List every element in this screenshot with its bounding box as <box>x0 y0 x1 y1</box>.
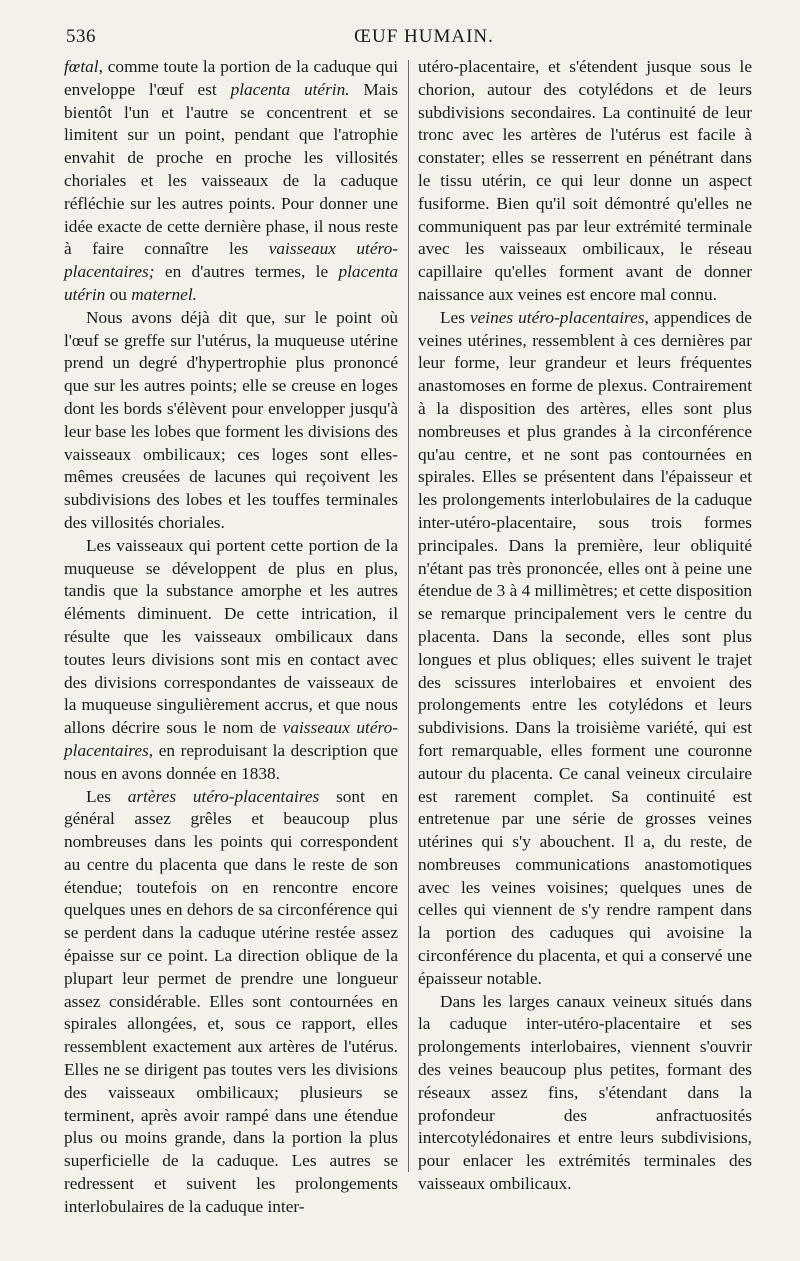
left-text-column <box>64 56 398 1219</box>
running-header <box>66 26 782 54</box>
paragraph <box>64 307 398 535</box>
italic-term: veines utéro-placentaires <box>469 307 645 327</box>
text-run: Les <box>440 307 470 327</box>
text-run: ou <box>105 284 132 304</box>
text-run: sont en général assez grêles et beaucoup plus nombreuses dans les points qui correspondent au centre du placenta que dans le reste de son étendue; toutefois on en rencontre encore quelques unes en dehors de sa circonférence qui se perdent dans la caduque utérine restée assez épaisse sur ce point. La direction oblique de la plupart leur permet de prendre une longueur assez considérable. Elles sont contournées en spirales allongées, et, sous ce rapport, elles ressemblent exactement aux artères de l'utérus. Elles ne se dirigent pas toutes vers les divisions des vaisseaux ombilicaux; plusieurs se terminent, après avoir rampé dans une étendue plus ou moins grande, dans la portion la plus superficielle de la caduque. Les autres se redressent et suivent les prolongements interlobulaires de la caduque inter- <box>64 786 398 1216</box>
page-number: 536 <box>66 26 96 47</box>
column-divider <box>408 60 409 1172</box>
text-run: , comme toute la portion de la caduque qui enveloppe l'œuf est <box>64 57 398 99</box>
text-run: Dans les larges canaux veineux situés dans la caduque inter-utéro-placentaire et ses prolongements interlobaires, viennent s'ouvrir des veines beaucoup plus petites, formant des réseaux assez fins, s'étendant dans la profondeur des anfractuosités intercotylédonaires et entre leurs subdivisions, pour enlacer les extrémités terminales des vaisseaux ombilicaux. <box>418 991 752 1194</box>
text-run: , appendices de veines utérines, ressemblent à ces dernières par leur forme, leur grandeur et leurs fréquentes anastomoses en forme de plexus. Contrairement à la disposition des artères, elles sont plus nombreuses et plus grandes à la circonférence qu'au centre, et ne sont pas contournées en spirales. Elles se présentent dans l'épaisseur et les prolongements interlobulaires de la caduque inter-utéro-placentaire, sous trois formes principales. Dans la première, leur obliquité n'étant pas très prononcée, elles ont à peine une étendue de 3 à 4 millimètres; et cette disposition se remarque principalement vers le centre du placenta. Dans la seconde, elles sont plus longues et plus obliques; elles suivent le trajet des scissures interlobaires et envoient des prolongements entre les cotylédons et leurs subdivisions. Dans la troisième variété, qui est fort remarquable, elles forment une couronne autour du placenta. Ce canal veineux circulaire est rarement complet. Sa continuité est entretenue par une série de grosses veines utérines qui s'y abouchent. Il a, du reste, de nombreuses communications anastomotiques avec les veines voisines; quelques unes de celles qui viennent de s'y rendre rampent dans la portion des caduques qui avoisine la circonférence du placenta, et qui a conservé une épaisseur notable. <box>418 307 753 988</box>
paragraph <box>418 56 752 307</box>
text-run: Les <box>86 786 128 806</box>
italic-term: fœtal <box>64 57 99 76</box>
text-run: Mais bientôt l'un et l'autre se concentrent et se limitent sur un point, pendant que l'atrophie envahit de proche en proche les villosités choriales et les vaisseaux de la caduque réfléchie sur les autres points. Pour donner une idée exacte de cette dernière phase, il nous reste à faire connaître les <box>64 79 398 259</box>
italic-term: vaisseaux utéro-placentaires; <box>64 239 398 282</box>
italic-term: placenta utérin <box>64 262 398 304</box>
italic-term: placenta utérin. <box>230 79 350 99</box>
italic-term: maternel. <box>131 284 197 304</box>
italic-term: vaisseaux utéro-placentaires <box>64 718 398 760</box>
paragraph <box>64 786 398 1219</box>
text-run: , en reproduisant la description que nous en avons donnée en 1838. <box>64 740 398 783</box>
paragraph <box>418 991 752 1196</box>
text-run: utéro-placentaire, et s'étendent jusque sous le chorion, autour des cotylédons et de leurs subdivisions secondaires. La continuité de leur tronc avec les artères de l'utérus est facile à constater; elles se resserrent en pénétrant dans le tissu utérin, ce qui leur donne un aspect fusiforme. Bien qu'il soit démontré qu'elles ne communiquent pas par leur extrémité terminale avec les vaisseaux ombilicaux, le réseau capillaire qu'elles forment avant de donner naissance aux veines est encore mal connu. <box>418 57 752 304</box>
paragraph <box>64 535 398 786</box>
running-title: ŒUF HUMAIN. <box>354 26 494 47</box>
text-run: en d'autres termes, le <box>154 262 339 282</box>
paragraph <box>64 56 398 307</box>
right-text-column <box>418 56 752 1196</box>
text-run: Nous avons déjà dit que, sur le point où l'œuf se greffe sur l'utérus, la muqueuse utérine prend un degré d'hypertrophie plus prononcé que sur les autres points; elle se creuse en loges dont les bords s'élèvent pour envelopper jusqu'à leur base les lobes que forment les divisions des vaisseaux ombilicaux; ces loges sont elles-mêmes creusées de lacunes qui reçoivent les subdivisions des lobes et les touffes terminales des villosités choriales. <box>64 307 398 532</box>
text-run: Les vaisseaux qui portent cette portion de la muqueuse se développent de plus en plus, tandis que la substance amorphe et les autres éléments diminuent. De cette intrication, il résulte que les vaisseaux ombilicaux dans toutes leurs divisions sont mis en contact avec des divisions correspondantes de vaisseaux de la muqueuse singulièrement accrus, et que nous allons décrire sous le nom de <box>64 535 398 738</box>
paragraph <box>418 307 752 991</box>
italic-term: artères utéro-placentaires <box>127 786 320 806</box>
